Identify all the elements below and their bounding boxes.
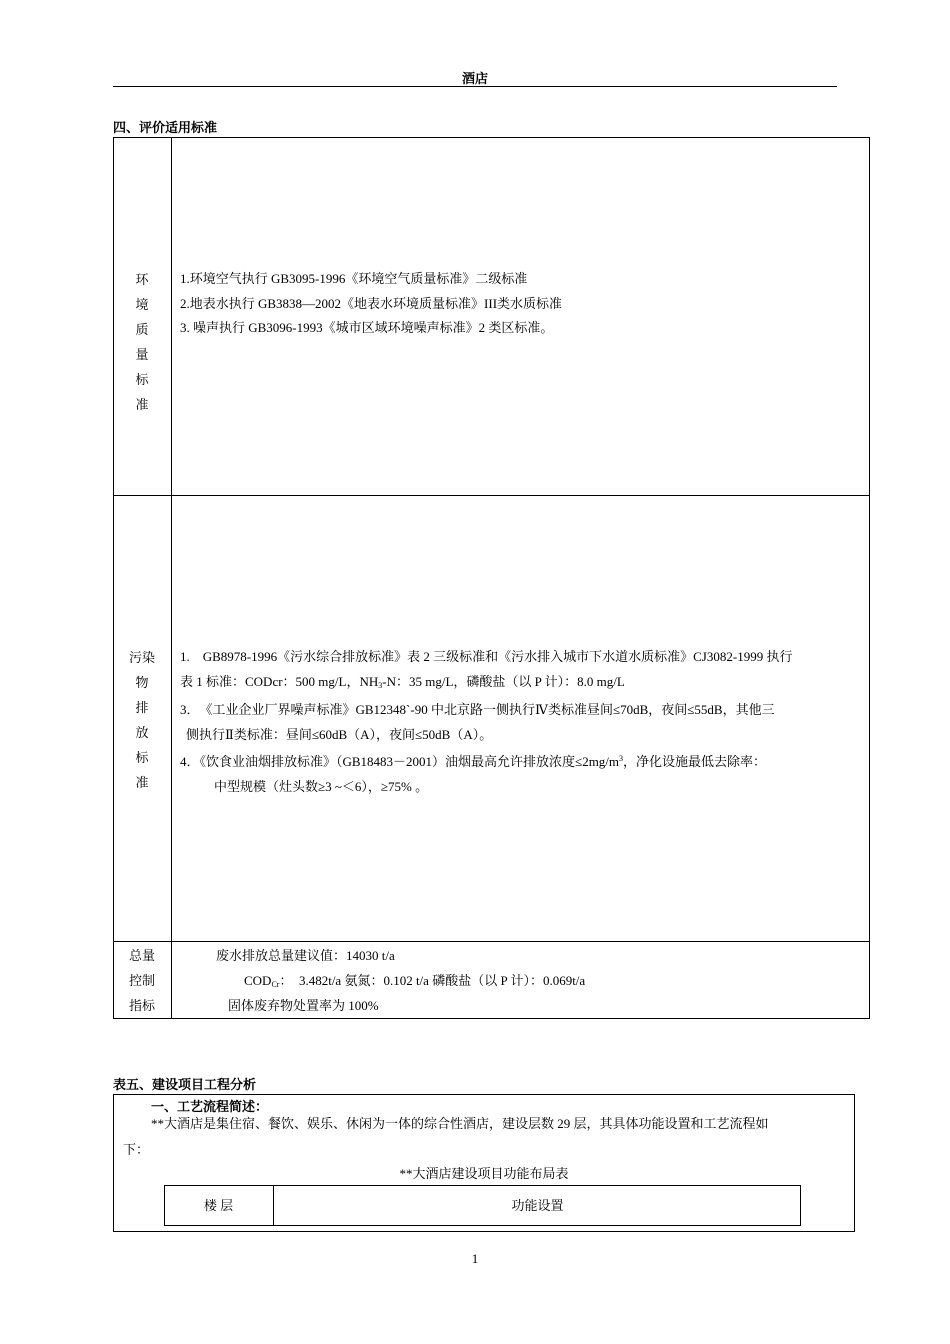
process-paragraph-line-2: 下： (123, 1142, 150, 1157)
pollutant-item-1-line-1: 1. GB8978-1996《污水综合排放标准》表 2 三级标准和《污水排入城市下水道水质标准》CJ3082-1999 执行 (180, 649, 793, 664)
table-header-floor: 楼 层 (203, 1198, 234, 1213)
pollutant-item-4-line-2: 中型规模（灶头数≥3 ~＜6），≥75% 。 (214, 778, 429, 794)
env-quality-items (180, 267, 562, 341)
function-layout-table-caption: **大酒店建设项目功能布局表 (399, 1166, 569, 1181)
env-quality-item-3: 3. 噪声执行 GB3096-1993《城市区域环境噪声标准》2 类区标准。 (180, 320, 554, 335)
header-rule (113, 86, 837, 87)
page-number: 1 (471, 1251, 479, 1266)
process-paragraph-line-1: **大酒店是集住宿、餐饮、娱乐、休闲为一体的综合性酒店，建设层数 29 层，其具体功能设置和工艺流程如 (151, 1116, 769, 1131)
pollutant-item-3-line-1: 3． 《工业企业厂界噪声标准》GB12348`-90 中北京路一侧执行Ⅳ类标准昼间≤70dB，夜间≤55dB，其他三 (180, 702, 775, 717)
total-control-label: 总量 控制 指标 (128, 948, 155, 1013)
pollutant-item-1-line-2: 表 1 标准：CODcr：500 mg/L，$NH_3-N$：35 mg/L，磷酸盐（以 P 计）：8.0 mg/L (180, 673, 625, 690)
pollutant-discharge-label: 污染 物 排 放 标 准 (128, 650, 155, 790)
standards-table-row-divider-1 (113, 495, 870, 496)
page-header-title: 酒店 (461, 71, 488, 86)
total-control-solid-waste: 固体废弃物处置率为 100% (228, 998, 379, 1013)
pollutant-discharge-items (180, 645, 792, 799)
total-control-wastewater: 废水排放总量建议值：14030 t/a (216, 948, 395, 963)
env-quality-label: 环 境 质 量 标 准 (135, 272, 149, 412)
pollutant-item-4-line-1: 4．《饮食业油烟排放标准》（GB18483－2001）油烟最高允许排放浓度$\le 2mg/m^3$，净化设施最低去除率： (180, 754, 767, 769)
standards-table-row-divider-2 (113, 941, 870, 942)
standards-table-column-divider (171, 137, 172, 1019)
section-5-heading: 表五、建设项目工程分析 (113, 1077, 257, 1092)
env-quality-item-2: 2.地表水执行 GB3838—2002《地表水环境质量标准》III类水质标准 (180, 295, 563, 311)
section-4-heading: 四、评价适用标准 (113, 120, 218, 135)
table-header-function: 功能设置 (511, 1198, 564, 1213)
process-subheading: 一、工艺流程简述： (151, 1099, 269, 1114)
total-control-cod: $COD_{Cr}$： 3.482t/a 氨氮：0.102 t/a 磷酸盐（以 P 计）：0.069t/a (244, 973, 586, 989)
env-quality-item-1: 1.环境空气执行 GB3095-1996《环境空气质量标准》二级标准 (180, 271, 528, 286)
pollutant-item-3-line-2: 侧执行Ⅱ类标准：昼间≤60dB（A），夜间≤50dB（A）。 (186, 726, 493, 742)
